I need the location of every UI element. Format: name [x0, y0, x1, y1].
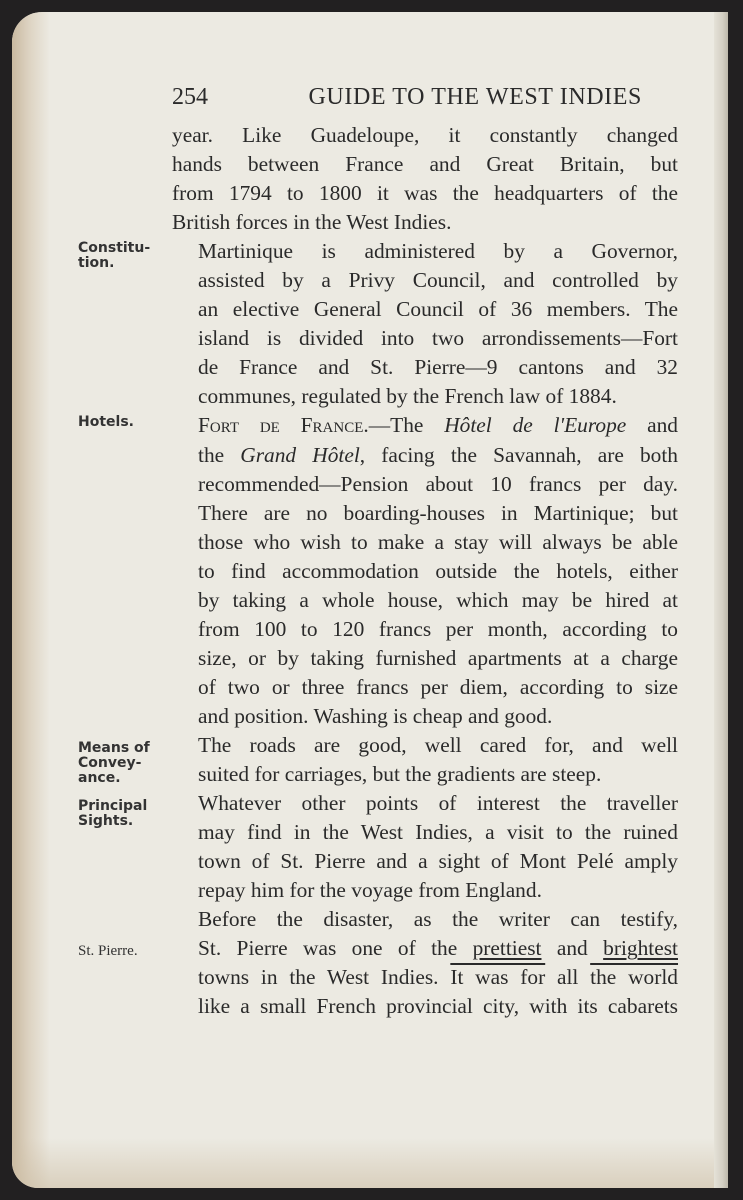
- text-line: like a small French provincial city, with its cabarets: [198, 994, 678, 1019]
- text-line: Before the disaster, as the writer can testify,: [198, 907, 678, 932]
- text-line: year. Like Guadeloupe, it constantly changed: [172, 123, 678, 147]
- text-line: recommended—Pension about 10 francs per day.: [198, 471, 678, 496]
- text-line: from 100 to 120 francs per month, according to: [198, 616, 678, 641]
- page-number: 254: [172, 84, 208, 110]
- text-line: There are no boarding-houses in Martinique; but: [198, 500, 678, 525]
- paragraph-conveyance: [172, 731, 678, 789]
- margin-note-means-of-conveyance: Means of Convey- ance.: [78, 740, 150, 786]
- paragraph-sights: [172, 789, 678, 905]
- pencil-underline: prettiest: [472, 936, 542, 961]
- place-name-small-caps: Fort de France.: [198, 413, 369, 438]
- text-line: of two or three francs per diem, according to size: [198, 674, 678, 699]
- text-line: those who wish to make a stay will always be able: [198, 529, 678, 554]
- text-line: repay him for the voyage from England.: [198, 878, 542, 903]
- pencil-underline: brightest: [603, 936, 678, 961]
- running-title: GUIDE TO THE WEST INDIES: [308, 84, 642, 110]
- text-line: hands between France and Great Britain, but: [172, 152, 678, 177]
- pencil-overline: the world: [590, 965, 679, 990]
- text-line: de France and St. Pierre—9 cantons and 32: [198, 355, 678, 380]
- text-line: British forces in the West Indies.: [172, 210, 452, 235]
- text-line: communes, regulated by the French law of 1884.: [198, 384, 617, 409]
- margin-note-st-pierre: St. Pierre.: [78, 943, 138, 959]
- text-line: St. Pierre was one of the prettiest and brightest: [198, 936, 678, 961]
- text-line: The roads are good, well cared for, and well: [198, 732, 678, 757]
- paragraph-constitution: [172, 237, 678, 411]
- text-line: an elective General Council of 36 members. The: [198, 297, 678, 322]
- text-line: Martinique is administered by a Governor,: [198, 239, 678, 264]
- running-header: [172, 84, 642, 111]
- text-line: town of St. Pierre and a sight of Mont Pelé amply: [198, 849, 678, 874]
- margin-note-hotels: Hotels.: [78, 414, 134, 430]
- text-line: from 1794 to 1800 it was the headquarters of the: [172, 181, 678, 206]
- paragraph-history: [172, 121, 678, 237]
- text-line: by taking a whole house, which may be hired at: [198, 587, 678, 612]
- text-line: assisted by a Privy Council, and controlled by: [198, 268, 678, 293]
- text-line: island is divided into two arrondissements—Fort: [198, 326, 678, 351]
- paragraph-hotels: [172, 411, 678, 731]
- margin-note-principal-sights: Principal Sights.: [78, 798, 148, 829]
- text-line: size, or by taking furnished apartments at a charge: [198, 645, 678, 670]
- text-line: Fort de France.—The Hôtel de l'Europe and: [198, 413, 678, 438]
- body-text: [172, 121, 678, 1021]
- text-line: suited for carriages, but the gradients are steep.: [198, 762, 602, 787]
- page-bottom-shadow: [12, 1138, 728, 1188]
- text-line: to find accommodation outside the hotels, either: [198, 558, 678, 583]
- hotel-name: Hôtel de l'Europe: [444, 413, 627, 438]
- paragraph-st-pierre: [172, 905, 678, 1021]
- pencil-overline: It was for: [450, 965, 546, 990]
- text-line: the Grand Hôtel, facing the Savannah, are both: [198, 442, 678, 467]
- text-line: Whatever other points of interest the traveller: [198, 791, 678, 816]
- text-line: and position. Washing is cheap and good.: [198, 703, 553, 728]
- text-line: towns in the West Indies. It was for all the world: [198, 965, 679, 990]
- text-line: may find in the West Indies, a visit to the ruined: [198, 820, 678, 845]
- book-gutter: [714, 12, 728, 1188]
- hotel-name: Grand Hôtel: [240, 442, 360, 467]
- margin-note-constitution: Constitu- tion.: [78, 240, 151, 271]
- page-edge-shadow: [12, 12, 50, 1188]
